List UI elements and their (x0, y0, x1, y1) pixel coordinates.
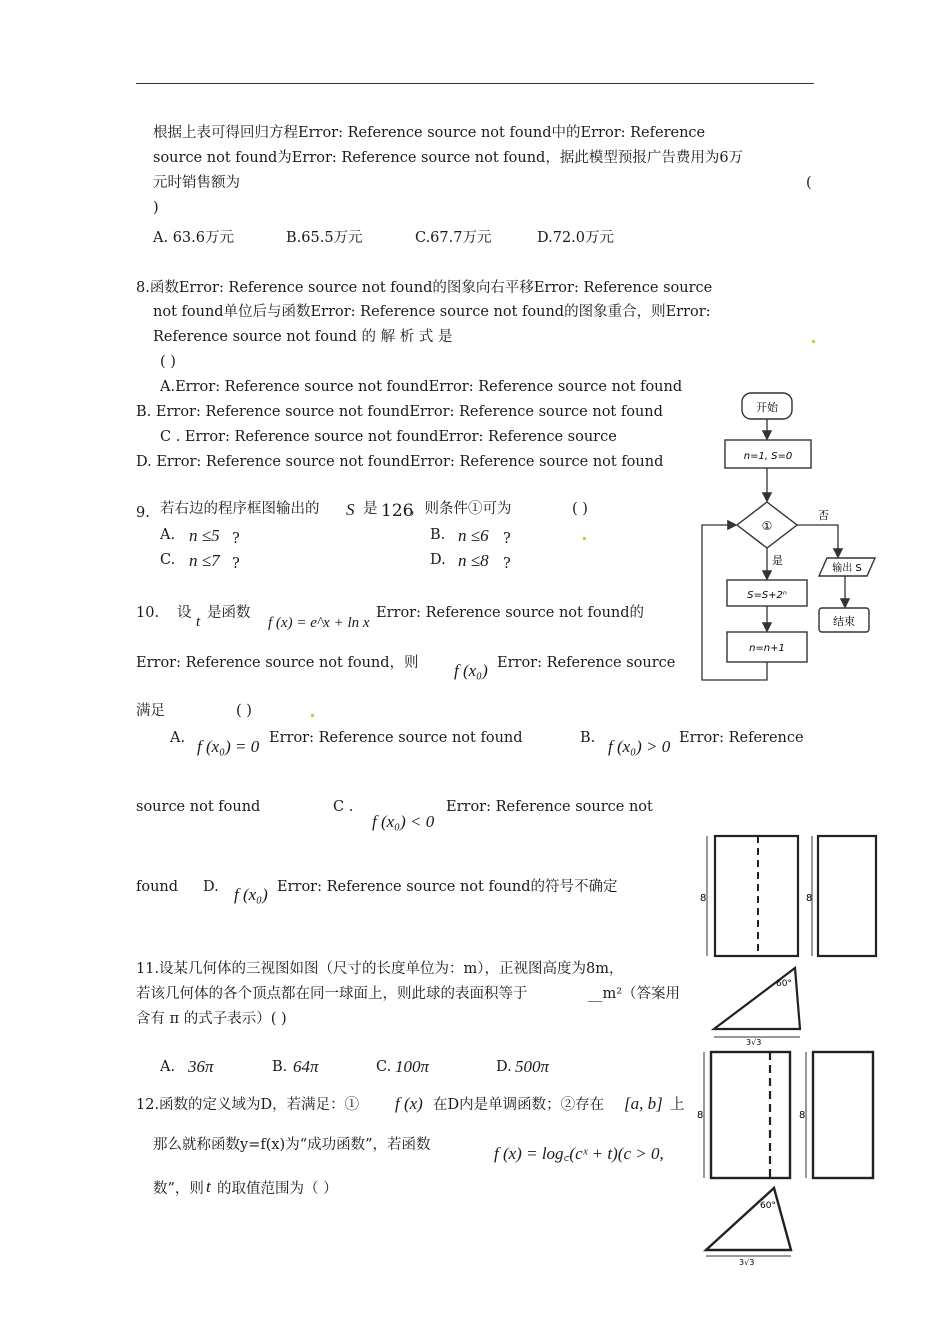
q8-line-3: Reference source not found 的 解 析 式 是 (153, 329, 453, 345)
q12-line-3-b: 的取值范围为（ ） (217, 1181, 338, 1197)
top-view-angle-label: 60° (760, 1201, 776, 1211)
flow-init-label: n=1, S=0 (743, 451, 793, 462)
q7-line-1: 根据上表可得回归方程Error: Reference source not found中的Error: Reference (153, 125, 706, 141)
q8-line-2: not found单位后与函数Error: Reference source not found的图象重合，则Error: (153, 304, 711, 320)
scan-dot (583, 537, 586, 540)
three-views-figure-2 (694, 1046, 884, 1276)
q12-line-1-math-1: f (x) (395, 1094, 423, 1113)
side-view-rect (813, 1052, 873, 1178)
q12-line-1-b: 在D内是单调函数；②存在 (433, 1097, 605, 1113)
flow-end-label: 结束 (833, 615, 855, 628)
header-rule (136, 83, 814, 84)
q10-text-a: 设 (177, 605, 192, 621)
q10-function: f (x) = e^x + ln x (268, 615, 370, 631)
q11-option-b-label: B. (272, 1059, 288, 1075)
q10-option-c-error: Error: Reference source not (446, 799, 653, 815)
q9-option-b-q: ? (503, 531, 511, 547)
q7-option-c: C.67.7万元 (415, 230, 492, 246)
q8-option-c: C . Error: Reference source not foundError: Reference source (160, 429, 617, 445)
q12-line-3-a: 数”，则 (153, 1181, 204, 1197)
q11-line-1: 11.设某几何体的三视图如图（尺寸的长度单位为：m），正视图高度为8m， (136, 961, 624, 977)
front-view-height-label: 8 (700, 893, 707, 904)
q10-text-b: 是函数 (207, 605, 251, 621)
flow-update-s-label: S=S+2ⁿ (747, 590, 787, 601)
q12-line-2-a: 那么就称函数y=f(x)为“成功函数”，若函数 (153, 1137, 431, 1153)
q9-option-c-math: n ≤7 (189, 551, 220, 570)
q9-text-c: ，则条件①可为 (410, 501, 512, 517)
q10-line-2-a: Error: Reference source not found，则 (136, 655, 419, 671)
q10-option-d-label: D. (203, 879, 219, 895)
q9-option-a-q: ? (232, 531, 240, 547)
q11-line-2-b: __m²（答案用 (588, 986, 681, 1002)
front-view-rect (715, 836, 798, 956)
q9-option-d-math: n ≤8 (458, 551, 489, 570)
q11-option-a-label: A. (160, 1059, 176, 1075)
q10-line-2-b: Error: Reference source (497, 655, 676, 671)
side-view-height-label: 8 (799, 1110, 806, 1121)
q8-option-a: A.Error: Reference source not foundError: Reference source not found (160, 379, 683, 395)
q10-option-a-math: f (x₀) = 0 (197, 737, 260, 756)
flow-no-label: 否 (818, 509, 829, 522)
q9-option-b-math: n ≤6 (458, 526, 489, 545)
q7-paren-open: ( (806, 175, 812, 191)
q12-line-1-a: 12.函数的定义域为D，若满足：① (136, 1097, 360, 1113)
q7-line-3: 元时销售额为 (153, 175, 240, 191)
q11-option-d-math: 500π (515, 1057, 550, 1076)
flow-update-n-label: n=n+1 (749, 643, 785, 654)
q9-option-c-label: C. (160, 552, 176, 568)
q8-option-b: B. Error: Reference source not foundError: Reference source not found (136, 404, 663, 420)
q8-option-d: D. Error: Reference source not foundError: Reference source not found (136, 454, 664, 470)
q9-option-d-q: ? (503, 556, 511, 572)
q11-option-c-math: 100π (395, 1057, 430, 1076)
q10-option-a-error: Error: Reference source not found (269, 730, 523, 746)
q10-line-5-a: source not found (136, 799, 261, 815)
q10-option-b-error: Error: Reference (679, 730, 804, 746)
q9-option-c-q: ? (232, 556, 240, 572)
q9-answer-paren: ( ) (572, 501, 588, 517)
front-view-height-label: 8 (697, 1110, 704, 1121)
q10-option-c-label: C . (333, 799, 354, 815)
q10-fx0: f (x₀) (454, 661, 488, 680)
q9-option-b-label: B. (430, 527, 446, 543)
front-view-rect (711, 1052, 790, 1178)
q10-option-d-math: f (x₀) (234, 885, 268, 904)
top-view-triangle (714, 968, 800, 1029)
q10-answer-paren: ( ) (236, 703, 252, 719)
q9-option-d-label: D. (430, 552, 446, 568)
q9-value: 126 (381, 501, 414, 521)
q7-option-a: A. 63.6万元 (153, 230, 234, 246)
side-view-height-label: 8 (806, 893, 813, 904)
q12-line-1-math-2: [a, b] (624, 1094, 663, 1113)
q11-option-b-math: 64π (293, 1057, 319, 1076)
q12-line-3-var: t (206, 1177, 211, 1196)
q10-var-t: t (196, 614, 201, 630)
q10-option-a-label: A. (170, 730, 186, 746)
q11-option-d-label: D. (496, 1059, 512, 1075)
top-view-base-label: 3√3 (739, 1258, 755, 1267)
q9-option-a-label: A. (160, 527, 176, 543)
q12-line-2-math: f (x) = log꜀(cˣ + t)(c > 0, (494, 1144, 664, 1163)
flow-condition-label: ① (761, 519, 773, 533)
q9-option-a-math: n ≤5 (189, 526, 220, 545)
q8-line-1: 8.函数Error: Reference source not found的图象向右平移Error: Reference source (136, 280, 713, 296)
scan-dot (311, 714, 314, 717)
q9-var-s: S (346, 500, 355, 519)
q11-line-3: 含有 π 的式子表示）( ) (136, 1011, 287, 1027)
q10-line-6-a: found (136, 879, 179, 895)
side-view-rect (818, 836, 876, 956)
flow-start-label: 开始 (756, 401, 778, 414)
q10-line-3: 满足 (136, 703, 165, 719)
q10-option-c-math: f (x₀) < 0 (372, 812, 435, 831)
q11-option-a-math: 36π (188, 1057, 214, 1076)
q7-option-b: B.65.5万元 (286, 230, 363, 246)
scan-dot (812, 340, 815, 343)
q10-error-1: Error: Reference source not found的 (376, 605, 645, 621)
top-view-angle-label: 60° (776, 979, 792, 989)
top-view-triangle (706, 1188, 791, 1250)
q11-option-c-label: C. (376, 1059, 392, 1075)
q10-option-b-math: f (x₀) > 0 (608, 737, 671, 756)
flow-output-label: 输出 S (832, 563, 862, 574)
q9-text-b: 是 (363, 501, 378, 517)
q11-line-2-a: 若该几何体的各个顶点都在同一球面上，则此球的表面积等于 (136, 986, 528, 1002)
flow-yes-label: 是 (772, 554, 783, 567)
top-view-base-label: 3√3 (746, 1038, 762, 1046)
q7-paren-close: ) (153, 200, 159, 216)
three-views-figure-1 (694, 826, 884, 1046)
q10-option-b-label: B. (580, 730, 596, 746)
q9-number: 9. (136, 505, 150, 521)
q9-text-a: 若右边的程序框图输出的 (160, 501, 320, 517)
q10-number: 10. (136, 605, 160, 621)
q7-option-d: D.72.0万元 (537, 230, 615, 246)
q8-answer-paren: ( ) (160, 354, 176, 370)
q7-line-2: source not found为Error: Reference source not found，据此模型预报广告费用为6万 (153, 150, 744, 166)
q10-option-d-error: Error: Reference source not found的符号不确定 (277, 879, 618, 895)
q12-line-1-c: 上 (670, 1097, 685, 1113)
program-flowchart (690, 380, 890, 700)
